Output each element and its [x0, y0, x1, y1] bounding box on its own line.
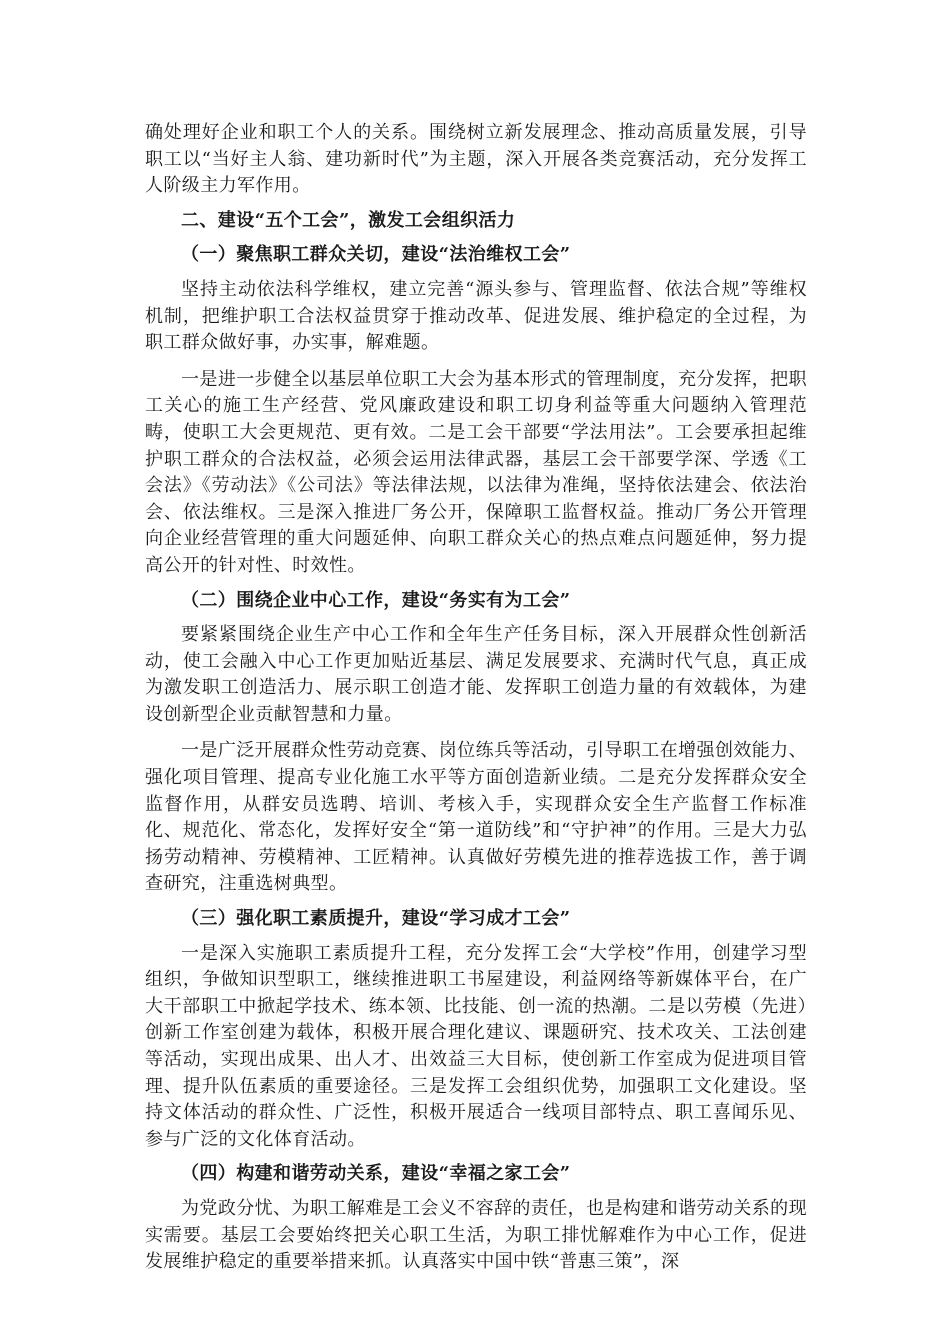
paragraph-rights-measures: 一是进一步健全以基层单位职工大会为基本形式的管理制度，充分发挥，把职工关心的施工生产经营、党风廉政建设和职工切身利益等重大问题纳入管理范畴，使职工大会更规范、更有效。二是工会干部要“学法用法”。工会要承担起维护职工群众的合法权益，必须会运用法律武器，基层工会干部要学深、学透《工会法》《劳动法》《公司法》等法律法规，以法律为准绳，坚持依法建会、依法治会、依法维权。三是深入推进厂务公开，保障职工监督权益。推动厂务公开管理向企业经营管理的重大问题延伸、向职工群众关心的热点难点问题延伸，努力提高公开的针对性、时效性。 [145, 368, 807, 576]
section-heading-five-unions: 二、建设“五个工会”，激发工会组织活力 [181, 209, 516, 231]
paragraph-center-measures: 一是广泛开展群众性劳动竞赛、岗位练兵等活动，引导职工在增强创效能力、强化项目管理、提高专业化施工水平等方面创造新业绩。二是充分发挥群众安全监督作用，从群安员选聘、培训、考核入手，实现群众安全生产监督工作标准化、规范化、常态化，发挥好安全“第一道防线”和“守护神”的作用。三是大力弘扬劳动精神、劳模精神、工匠精神。认真做好劳模先进的推荐选拔工作，善于调查研究，注重选树典型。 [145, 740, 807, 895]
paragraph-intro-continuation: 确处理好企业和职工个人的关系。围绕树立新发展理念、推动高质量发展，引导职工以“当好主人翁、建功新时代”为主题，深入开展各类竞赛活动，充分发挥工人阶级主力军作用。 [145, 122, 807, 197]
subsection-heading-4: （四）构建和谐劳动关系，建设“幸福之家工会” [181, 1163, 571, 1185]
paragraph-learning-measures: 一是深入实施职工素质提升工程，充分发挥工会“大学校”作用，创建学习型组织，争做知识型职工，继续推进职工书屋建设，利益网络等新媒体平台，在广大干部职工中掀起学技术、练本领、比技能、创一流的热潮。二是以劳模（先进）创新工作室创建为载体，积极开展合理化建议、课题研究、技术攻关、工法创建等活动，实现出成果、出人才、出效益三大目标，使创新工作室成为促进项目管理、提升队伍素质的重要途径。三是发挥工会组织优势，加强职工文化建设。坚持文体活动的群众性、广泛性，积极开展适合一线项目部特点、职工喜闻乐见、参与广泛的文化体育活动。 [145, 942, 807, 1150]
paragraph-center-work: 要紧紧围绕企业生产中心工作和全年生产任务目标，深入开展群众性创新活动，使工会融入中心工作更加贴近基层、满足发展要求、充满时代气息，真正成为激发职工创造活力、展示职工创造才能、发挥职工创造力量的有效载体，为建设创新型企业贡献智慧和力量。 [145, 624, 807, 725]
document-page [145, 120, 807, 1276]
subsection-heading-1: （一）聚焦职工群众关切，建设“法治维权工会” [181, 244, 571, 266]
subsection-heading-2: （二）围绕企业中心工作，建设“务实有为工会” [181, 589, 571, 611]
subsection-heading-3: （三）强化职工素质提升，建设“学习成才工会” [181, 908, 571, 930]
paragraph-rights-mechanism: 坚持主动依法科学维权，建立完善“源头参与、管理监督、依法合规”等维权机制，把维护职工合法权益贯穿于推动改革、促进发展、维护稳定的全过程，为职工群众做好事，办实事，解难题。 [145, 278, 807, 354]
paragraph-harmony: 为党政分忧、为职工解难是工会义不容辞的责任，也是构建和谐劳动关系的现实需要。基层工会要始终把关心职工生活，为职工排忧解难作为中心工作，促进发展维护稳定的重要举措来抓。认真落实中国中铁“普惠三策”，深 [145, 1197, 807, 1273]
